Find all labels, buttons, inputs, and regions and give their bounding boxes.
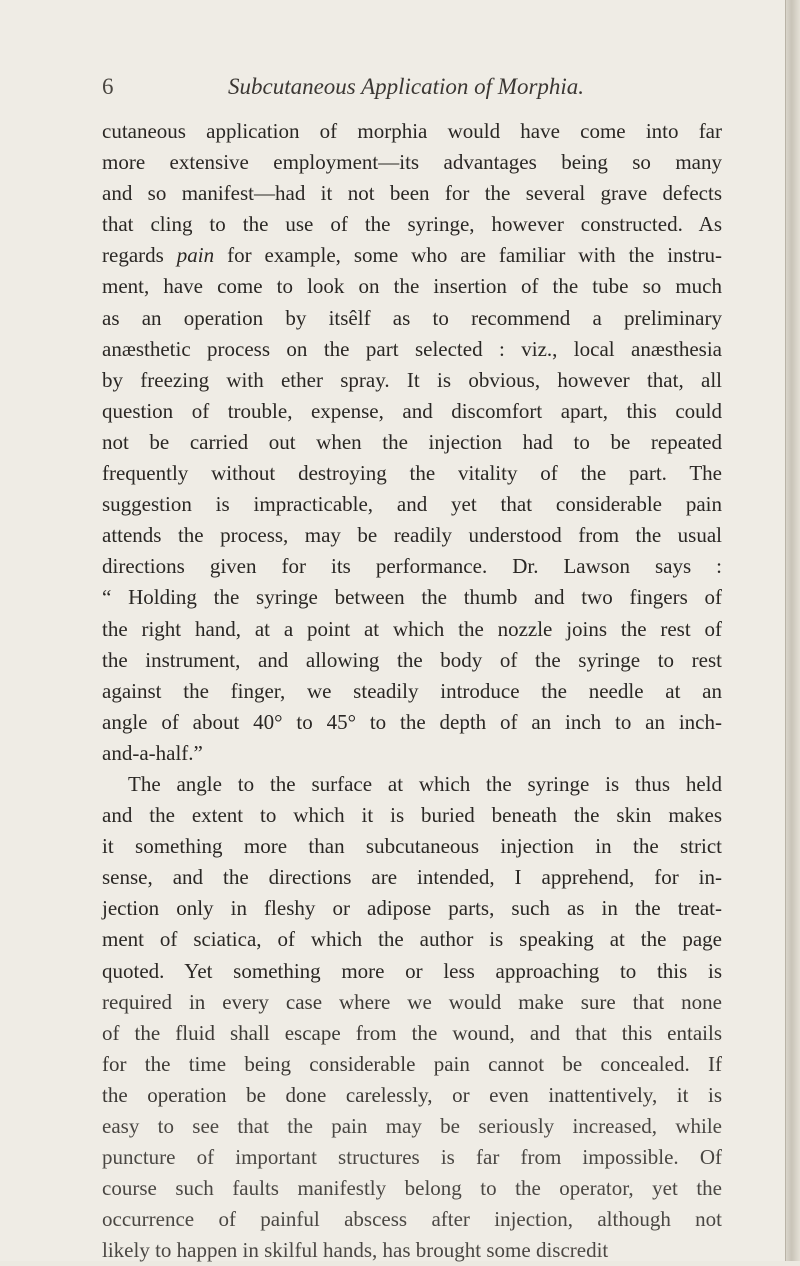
text-line: attends the process, may be readily understood from the usual: [102, 523, 722, 548]
text-line: “ Holding the syringe between the thumb and two fingers of: [102, 585, 722, 610]
text-line: as an operation by itsêlf as to recommend a preliminary: [102, 305, 722, 330]
running-title: Subcutaneous Application of Morphia.: [228, 74, 585, 99]
text-line: suggestion is impracticable, and yet that considerable pain: [102, 492, 722, 517]
text-line: question of trouble, expense, and discomfort apart, this could: [102, 398, 722, 423]
text-line: ment, have come to look on the insertion of the tube so much: [102, 274, 722, 299]
text-line: the right hand, at a point at which the nozzle joins the rest of: [102, 616, 722, 641]
text-line: anæsthetic process on the part selected : viz., local anæsthesia: [102, 336, 722, 361]
text-fragment: for example, some who are familiar with the instru-: [227, 243, 723, 268]
text-line: and-a-half.”: [102, 740, 203, 765]
text-line: quoted. Yet something more or less approaching to this is: [102, 958, 722, 983]
emphasis-pain: pain: [176, 243, 215, 268]
text-line: ment of sciatica, of which the author is speaking at the page: [102, 927, 722, 952]
text-line-with-emphasis: [102, 240, 722, 271]
body-text: [102, 116, 722, 1266]
text-line: the operation be done carelessly, or even inattentively, it is: [102, 1082, 722, 1107]
text-line: and the extent to which it is buried beneath the skin makes: [102, 803, 722, 828]
text-line: required in every case where we would make sure that none: [102, 989, 722, 1014]
text-line: occurrence of painful abscess after injection, although not: [102, 1207, 722, 1232]
page-number: 6: [102, 74, 114, 99]
text-line: for the time being considerable pain cannot be concealed. If: [102, 1051, 722, 1076]
text-line: by freezing with ether spray. It is obvious, however that, all: [102, 367, 722, 392]
text-line: it something more than subcutaneous injection in the strict: [102, 834, 722, 859]
page-edge: [785, 0, 800, 1261]
text-line: against the finger, we steadily introduce the needle at an: [102, 678, 722, 703]
text-line: frequently without destroying the vitality of the part. The: [102, 461, 722, 486]
text-line: the instrument, and allowing the body of the syringe to rest: [102, 647, 722, 672]
text-fragment: regards: [102, 243, 164, 268]
text-line: The angle to the surface at which the syringe is thus held: [128, 771, 722, 796]
text-line: sense, and the directions are intended, I apprehend, for in-: [102, 865, 722, 890]
text-line: of the fluid shall escape from the wound, and that this entails: [102, 1020, 722, 1045]
text-line: not be carried out when the injection had to be repeated: [102, 429, 722, 454]
text-line: puncture of important structures is far from impossible. Of: [102, 1145, 722, 1170]
text-line: jection only in fleshy or adipose parts, such as in the treat-: [102, 896, 722, 921]
running-head: [102, 74, 714, 108]
text-line: directions given for its performance. Dr. Lawson says :: [102, 554, 722, 579]
text-line: easy to see that the pain may be seriously increased, while: [102, 1114, 722, 1138]
text-line: more extensive employment—its advantages being so many: [102, 150, 722, 175]
text-line: and so manifest—had it not been for the several grave defects: [102, 181, 722, 206]
text-line: course such faults manifestly belong to the operator, yet the: [102, 1176, 722, 1201]
text-line: angle of about 40° to 45° to the depth of an inch to an inch-: [102, 709, 722, 734]
text-line: likely to happen in skilful hands, has brought some discredit: [102, 1238, 609, 1263]
text-line: cutaneous application of morphia would have come into far: [102, 119, 722, 143]
text-line: that cling to the use of the syringe, however constructed. As: [102, 212, 722, 237]
